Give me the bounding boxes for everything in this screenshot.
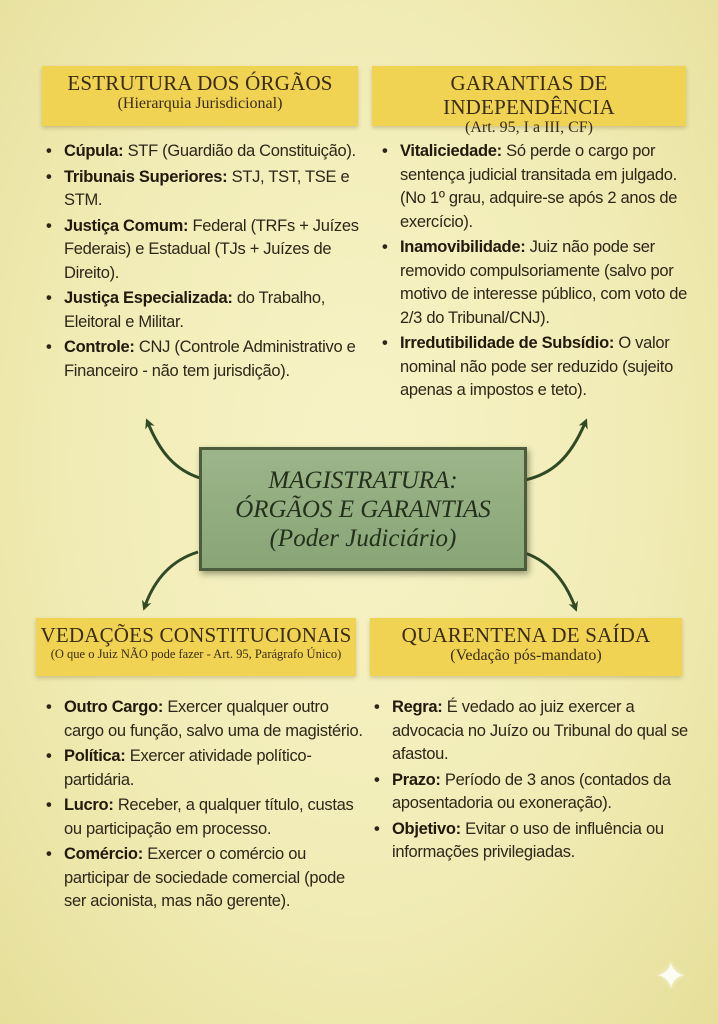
- estrutura-item: [46, 140, 364, 164]
- bullet-icon: •: [46, 796, 52, 814]
- vedacoes-item-text: Exercer atividade político-partidária.: [64, 747, 312, 789]
- arrow-to-quarentena-icon: [522, 552, 575, 607]
- garantias-item: [382, 332, 694, 403]
- panel-estrutura-title: ESTRUTURA DOS ÓRGÃOS: [67, 71, 333, 95]
- arrow-to-estrutura-icon: [148, 423, 200, 478]
- panel-quarentena-header: [370, 618, 682, 676]
- garantias-item: [382, 140, 694, 234]
- estrutura-item-label: Justiça Comum:: [64, 216, 189, 235]
- center-line-3: (Poder Judiciário): [269, 524, 457, 552]
- estrutura-item: [46, 336, 364, 383]
- vedacoes-item: [46, 745, 364, 792]
- garantias-item-text: O valor nominal não pode ser reduzido (sujeito apenas a impostos e teto).: [400, 334, 673, 399]
- sparkle-icon: ✦: [655, 956, 687, 998]
- quarentena-item: [374, 769, 692, 816]
- panel-quarentena-title: QUARENTENA DE SAÍDA: [401, 623, 651, 647]
- panel-quarentena-subtitle: (Vedação pós-mandato): [450, 647, 602, 665]
- bullet-icon: •: [46, 845, 52, 863]
- panel-vedacoes-title: VEDAÇÕES CONSTITUCIONAIS: [40, 623, 352, 647]
- estrutura-item-label: Controle:: [64, 338, 135, 356]
- garantias-item: [382, 236, 694, 330]
- estrutura-item-text: STJ, TST, TSE e STM.: [64, 167, 350, 209]
- vedacoes-item-label: Outro Cargo:: [64, 698, 164, 716]
- estrutura-item: [46, 166, 364, 213]
- center-line-2: ÓRGÃOS E GARANTIAS: [235, 495, 491, 523]
- quarentena-item-text: É vedado ao juiz exercer a advocacia no Juízo ou Tribunal do qual se afastou.: [392, 698, 688, 763]
- quarentena-item-label: Prazo:: [392, 770, 441, 789]
- vedacoes-item-label: Lucro:: [64, 796, 114, 814]
- bullet-icon: •: [46, 338, 52, 356]
- vedacoes-item-text: Receber, a qualquer título, custas ou participação em processo.: [64, 796, 354, 838]
- garantias-item-label: Vitaliciedade:: [400, 142, 502, 160]
- bullet-icon: •: [46, 698, 52, 716]
- garantias-item-text: Juiz não pode ser removido compulsoriamente (salvo por motivo de interesse público, com voto de 2/3 do Tribunal/CNJ).: [400, 238, 687, 327]
- panel-garantias-subtitle: (Art. 95, I a III, CF): [465, 119, 593, 137]
- estrutura-item: [46, 287, 364, 334]
- vedacoes-item: [46, 696, 364, 743]
- vedacoes-item-label: Política:: [64, 747, 126, 765]
- estrutura-item-label: Cúpula:: [64, 142, 124, 160]
- panel-estrutura-list: [46, 140, 364, 385]
- bullet-icon: •: [374, 698, 380, 716]
- bullet-icon: •: [382, 334, 388, 352]
- quarentena-item-label: Objetivo:: [392, 819, 461, 838]
- vedacoes-item-text: Exercer qualquer outro cargo ou função, salvo uma de magistério.: [64, 698, 363, 740]
- quarentena-item-text: Evitar o uso de influência ou informações privilegiadas.: [392, 819, 664, 861]
- garantias-item-text: Só perde o cargo por sentença judicial transitada em julgado. (No 1º grau, adquire-se após 2 anos de exercício).: [400, 142, 678, 231]
- center-line-1: MAGISTRATURA:: [268, 466, 458, 494]
- panel-estrutura-subtitle: (Hierarquia Jurisdicional): [117, 95, 283, 113]
- panel-vedacoes-list: [46, 696, 364, 916]
- panel-garantias-header: [372, 66, 686, 137]
- bullet-icon: •: [382, 142, 388, 160]
- panel-garantias-title: GARANTIAS DE INDEPENDÊNCIA: [443, 71, 615, 120]
- vedacoes-item-label: Comércio:: [64, 845, 143, 863]
- garantias-item-label: Irredutibilidade de Subsídio:: [400, 334, 615, 352]
- arrow-to-garantias-icon: [525, 423, 585, 480]
- bullet-icon: •: [374, 770, 380, 789]
- quarentena-item: [374, 696, 692, 767]
- bullet-icon: •: [46, 142, 52, 160]
- estrutura-item-text: Federal (TRFs + Juízes Federais) e Estadual (TJs + Juízes de Direito).: [64, 216, 359, 282]
- vedacoes-item: [46, 794, 364, 841]
- panel-garantias-list: [382, 140, 694, 405]
- bullet-icon: •: [46, 167, 52, 186]
- center-box: [199, 447, 527, 571]
- estrutura-item: [46, 215, 364, 286]
- estrutura-item-text: CNJ (Controle Administrativo e Financeiro - não tem jurisdição).: [64, 338, 356, 380]
- bullet-icon: •: [46, 289, 52, 307]
- estrutura-item-label: Justiça Especializada:: [64, 289, 233, 307]
- panel-estrutura-header: [42, 66, 358, 126]
- panel-quarentena-list: [374, 696, 692, 867]
- estrutura-item-text: do Trabalho, Eleitoral e Militar.: [64, 289, 325, 331]
- bullet-icon: •: [46, 747, 52, 765]
- quarentena-item: [374, 818, 692, 865]
- bullet-icon: •: [382, 238, 388, 256]
- vedacoes-item-text: Exercer o comércio ou participar de sociedade comercial (pode ser acionista, mas não gerente).: [64, 845, 345, 910]
- quarentena-item-text: Período de 3 anos (contados da aposentadoria ou exoneração).: [392, 770, 671, 812]
- arrow-to-vedacoes-icon: [145, 552, 198, 606]
- bullet-icon: •: [46, 216, 52, 235]
- panel-vedacoes-header: [36, 618, 356, 676]
- quarentena-item-label: Regra:: [392, 698, 443, 716]
- garantias-item-label: Inamovibilidade:: [400, 238, 526, 256]
- estrutura-item-label: Tribunais Superiores:: [64, 167, 228, 186]
- panel-vedacoes-subtitle: (O que o Juiz NÃO pode fazer - Art. 95, Parágrafo Único): [50, 647, 342, 662]
- vedacoes-item: [46, 843, 364, 914]
- estrutura-item-text: STF (Guardião da Constituição).: [123, 142, 356, 160]
- bullet-icon: •: [374, 819, 380, 838]
